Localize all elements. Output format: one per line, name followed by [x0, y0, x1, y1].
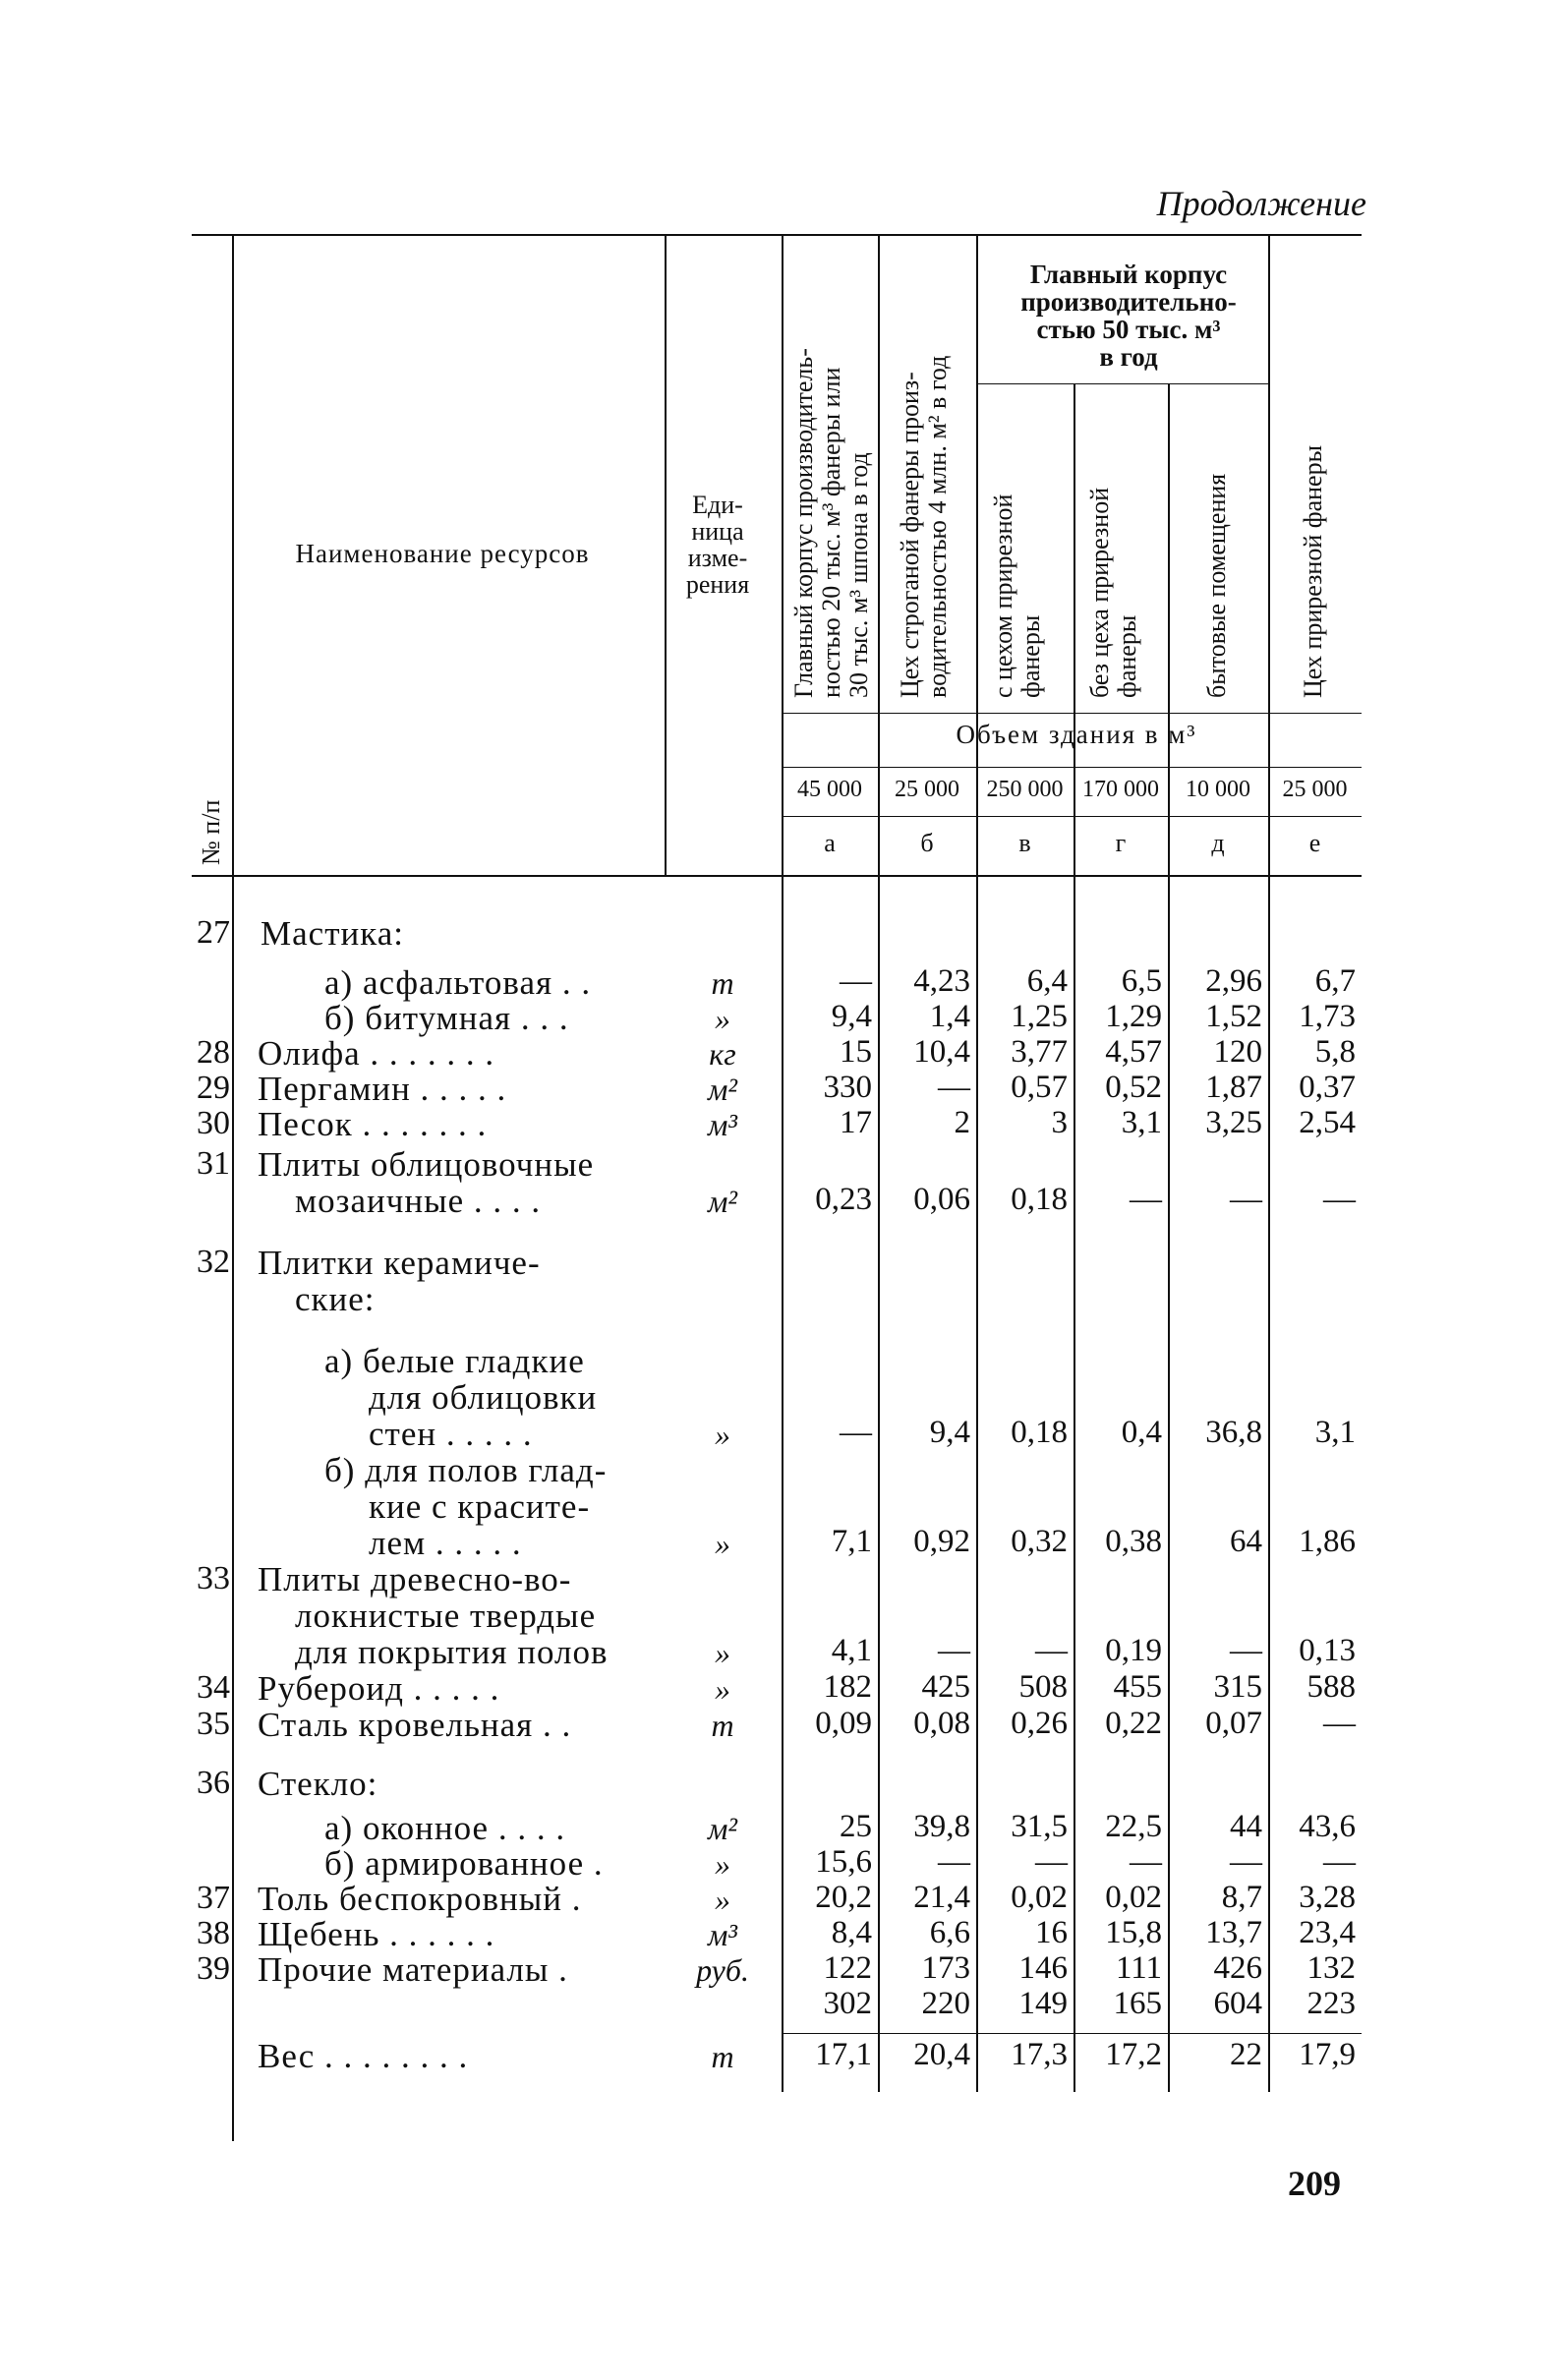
unit-cell: т	[711, 965, 734, 1001]
value-cell: 426	[1213, 1950, 1262, 1986]
row-number: 30	[197, 1105, 230, 1141]
value-cell: 0,4	[1121, 1415, 1162, 1450]
value-cell: 9,4	[929, 1415, 970, 1450]
value-cell: 220	[921, 1986, 970, 2021]
resource-name: для покрытия полов	[295, 1633, 609, 1671]
value-cell: 31,5	[1011, 1809, 1068, 1844]
column-letter: в	[1018, 829, 1031, 857]
volume-value: 45 000	[797, 777, 862, 802]
value-cell: 1,86	[1299, 1524, 1356, 1559]
value-cell: 1,29	[1105, 999, 1162, 1034]
value-cell: 4,1	[831, 1633, 872, 1668]
value-cell: 9,4	[831, 999, 872, 1034]
value-cell: 1,87	[1205, 1070, 1262, 1105]
col-rule-np	[232, 234, 234, 2141]
column-header-unit: Еди- ница изме- рения	[685, 491, 750, 599]
page-number: 209	[1288, 2164, 1341, 2203]
value-cell: 0,19	[1105, 1633, 1162, 1668]
value-cell: 3,77	[1011, 1034, 1068, 1070]
value-cell: 23,4	[1299, 1915, 1356, 1950]
value-cell: 0,37	[1299, 1070, 1356, 1105]
value-cell: 0,32	[1011, 1524, 1068, 1559]
value-cell: 3,25	[1205, 1105, 1262, 1140]
value-cell: 0,07	[1205, 1706, 1262, 1741]
value-cell: 21,4	[913, 1880, 970, 1915]
col-rule-name	[665, 234, 667, 875]
value-cell: 20,2	[815, 1880, 872, 1915]
value-cell: 44	[1230, 1809, 1262, 1844]
resource-name: Толь беспокровный .	[258, 1880, 582, 1918]
value-cell: 3	[1051, 1105, 1068, 1140]
top-rule	[192, 234, 1362, 236]
resource-name: а) белые гладкие	[324, 1342, 585, 1380]
column-letter: а	[824, 829, 836, 857]
value-cell: 43,6	[1299, 1809, 1356, 1844]
row-number: 35	[197, 1706, 230, 1742]
unit-cell: »	[715, 1635, 730, 1670]
column-letter: д	[1211, 829, 1225, 857]
group-rule	[978, 383, 1268, 384]
value-cell: 111	[1115, 1950, 1162, 1986]
value-cell: —	[938, 1070, 970, 1105]
value-cell: 0,22	[1105, 1706, 1162, 1741]
row-number: 39	[197, 1950, 230, 1987]
unit-cell: м³	[707, 1917, 737, 1952]
value-cell: 588	[1306, 1669, 1356, 1705]
value-cell: 36,8	[1205, 1415, 1262, 1450]
value-cell: 120	[1213, 1034, 1262, 1070]
value-cell: 4,57	[1105, 1034, 1162, 1070]
resource-name: кие с красите-	[369, 1487, 591, 1526]
column-header-v: с цехом прирезной фанеры	[989, 493, 1045, 698]
col-rule-a	[878, 234, 880, 2092]
row-number: 36	[197, 1765, 230, 1801]
value-cell: 6,6	[929, 1915, 970, 1950]
value-cell: 22	[1230, 2037, 1262, 2072]
value-cell: 1,52	[1205, 999, 1262, 1034]
value-cell: 455	[1113, 1669, 1162, 1705]
value-cell: 0,08	[913, 1706, 970, 1741]
value-cell: 17,3	[1011, 2037, 1068, 2072]
value-cell: 22,5	[1105, 1809, 1162, 1844]
col-rule-unit	[782, 234, 784, 2092]
value-cell: 3,28	[1299, 1880, 1356, 1915]
column-header-b: Цех строганой фанеры произ- водительностью 4 млн. м² в год	[896, 355, 952, 698]
value-cell: 330	[823, 1070, 872, 1105]
value-cell: 1,25	[1011, 999, 1068, 1034]
value-cell: 0,57	[1011, 1070, 1068, 1105]
col-rule-v	[1074, 383, 1075, 2092]
unit-cell: »	[715, 1417, 730, 1452]
continuation-label: Продолжение	[1156, 184, 1366, 223]
value-cell: 13,7	[1205, 1915, 1262, 1950]
column-letter: б	[920, 829, 934, 857]
unit-cell: м²	[707, 1184, 737, 1219]
value-cell: —	[1323, 1182, 1356, 1217]
value-cell: 6,4	[1026, 963, 1068, 999]
value-cell: 0,38	[1105, 1524, 1162, 1559]
value-cell: 8,4	[831, 1915, 872, 1950]
value-cell: 0,18	[1011, 1415, 1068, 1450]
value-cell: —	[1130, 1182, 1162, 1217]
value-cell: 149	[1018, 1986, 1068, 2021]
column-header-np: № п/п	[197, 799, 225, 865]
row-number: 27	[197, 914, 230, 951]
resource-name: Плиты облицовочные	[258, 1145, 595, 1184]
row-number: 34	[197, 1669, 230, 1706]
unit-cell: т	[711, 2039, 734, 2074]
value-cell: —	[1035, 1633, 1068, 1668]
value-cell: —	[1323, 1706, 1356, 1741]
value-cell: —	[938, 1633, 970, 1668]
value-cell: 165	[1113, 1986, 1162, 2021]
unit-cell: »	[715, 1671, 730, 1707]
letters-rule	[782, 816, 1362, 817]
value-cell: 0,02	[1105, 1880, 1162, 1915]
value-cell: 146	[1018, 1950, 1068, 1986]
value-cell: 0,18	[1011, 1182, 1068, 1217]
column-header-a: Главный корпус производитель- ностью 20 тыс. м³ фанеры или 30 тыс. м³ шпона в год	[789, 348, 873, 698]
volume-value: 170 000	[1082, 777, 1159, 802]
value-cell: 0,23	[815, 1182, 872, 1217]
value-cell: —	[1230, 1844, 1262, 1880]
value-cell: —	[1230, 1633, 1262, 1668]
unit-cell: кг	[709, 1036, 736, 1072]
value-cell: 604	[1213, 1986, 1262, 2021]
resource-name: а) асфальтовая . .	[324, 963, 592, 1002]
column-header-e: Цех прирезной фанеры	[1299, 444, 1327, 698]
value-cell: 15,8	[1105, 1915, 1162, 1950]
value-cell: 3,1	[1314, 1415, 1356, 1450]
value-cell: 17,2	[1105, 2037, 1162, 2072]
resource-name: б) для полов глад-	[324, 1451, 608, 1489]
volume-values-rule	[782, 767, 1362, 768]
volume-value: 250 000	[986, 777, 1064, 802]
column-header-d: бытовые помещения	[1202, 473, 1231, 698]
value-cell: 2	[954, 1105, 970, 1140]
col-rule-g	[1168, 383, 1170, 2092]
volume-value: 10 000	[1186, 777, 1250, 802]
value-cell: 0,06	[913, 1182, 970, 1217]
resource-name: б) армированное .	[324, 1844, 604, 1883]
value-cell: —	[840, 963, 872, 999]
unit-cell: т	[711, 1708, 734, 1743]
row-number: 32	[197, 1244, 230, 1280]
value-cell: 0,26	[1011, 1706, 1068, 1741]
value-cell: 25	[840, 1809, 872, 1844]
unit-cell: »	[715, 1882, 730, 1917]
value-cell: —	[840, 1415, 872, 1450]
resource-name: лем . . . . .	[369, 1524, 522, 1562]
value-cell: 173	[921, 1950, 970, 1986]
value-cell: 0,09	[815, 1706, 872, 1741]
value-cell: —	[1130, 1844, 1162, 1880]
resource-name: мозаичные . . . .	[295, 1182, 542, 1220]
value-cell: 10,4	[913, 1034, 970, 1070]
value-cell: 17	[840, 1105, 872, 1140]
column-letter: г	[1115, 829, 1127, 857]
resource-name: локнистые твердые	[295, 1596, 597, 1635]
value-cell: 16	[1035, 1915, 1068, 1950]
resource-name: Песок . . . . . . .	[258, 1105, 488, 1143]
value-cell: —	[1323, 1844, 1356, 1880]
resource-name: Пергамин . . . . .	[258, 1070, 507, 1108]
value-cell: 15,6	[815, 1844, 872, 1880]
resource-name: Плитки керамиче-	[258, 1244, 541, 1282]
col-rule-b	[976, 234, 978, 2092]
row-number: 31	[197, 1145, 230, 1182]
resource-name: Олифа . . . . . . .	[258, 1034, 495, 1073]
value-cell: 6,7	[1314, 963, 1356, 999]
unit-cell: руб.	[696, 1952, 749, 1988]
value-cell: 3,1	[1121, 1105, 1162, 1140]
resource-name: стен . . . . .	[369, 1415, 533, 1453]
resource-name: для облицовки	[369, 1378, 598, 1417]
value-cell: 223	[1306, 1986, 1356, 2021]
resource-name: Рубероид . . . . .	[258, 1669, 500, 1708]
volume-value: 25 000	[895, 777, 959, 802]
value-cell: 302	[823, 1986, 872, 2021]
resource-name: Сталь кровельная . .	[258, 1706, 572, 1744]
column-header-g: без цеха прирезной фанеры	[1085, 487, 1141, 698]
row-number: 29	[197, 1070, 230, 1106]
unit-cell: »	[715, 1846, 730, 1882]
value-cell: 425	[921, 1669, 970, 1705]
row-number: 37	[197, 1880, 230, 1916]
resource-name: Вес . . . . . . . .	[258, 2037, 469, 2075]
resource-name: Мастика:	[261, 914, 404, 953]
value-cell: 20,4	[913, 2037, 970, 2072]
column-letter: е	[1308, 829, 1321, 857]
value-cell: 17,9	[1299, 2037, 1356, 2072]
unit-cell: »	[715, 1526, 730, 1561]
value-cell: 8,7	[1221, 1880, 1262, 1915]
value-cell: 1,4	[929, 999, 970, 1034]
unit-cell: »	[715, 1001, 730, 1036]
resource-name: а) оконное . . . .	[324, 1809, 566, 1847]
value-cell: 2,96	[1205, 963, 1262, 999]
value-cell: 7,1	[831, 1524, 872, 1559]
value-cell: —	[938, 1844, 970, 1880]
value-cell: 0,52	[1105, 1070, 1162, 1105]
col-rule-d	[1268, 234, 1270, 2092]
value-cell: 5,8	[1314, 1034, 1356, 1070]
row-number: 33	[197, 1560, 230, 1596]
column-header-name: Наименование ресурсов	[295, 539, 590, 568]
value-cell: 0,02	[1011, 1880, 1068, 1915]
value-cell: 39,8	[913, 1809, 970, 1844]
resource-name: б) битумная . . .	[324, 999, 569, 1037]
value-cell: 17,1	[815, 2037, 872, 2072]
value-cell: 0,92	[913, 1524, 970, 1559]
unit-cell: м³	[707, 1107, 737, 1142]
unit-cell: м²	[707, 1072, 737, 1107]
value-cell: —	[1230, 1182, 1262, 1217]
resource-name: Щебень . . . . . .	[258, 1915, 495, 1953]
resource-name: Плиты древесно-во-	[258, 1560, 572, 1598]
unit-cell: м²	[707, 1811, 737, 1846]
resource-name: Стекло:	[258, 1765, 378, 1803]
value-cell: 2,54	[1299, 1105, 1356, 1140]
value-cell: 182	[823, 1669, 872, 1705]
value-cell: —	[1035, 1844, 1068, 1880]
value-cell: 315	[1213, 1669, 1262, 1705]
row-number: 28	[197, 1034, 230, 1071]
value-cell: 6,5	[1121, 963, 1162, 999]
value-cell: 0,13	[1299, 1633, 1356, 1668]
volume-value: 25 000	[1282, 777, 1348, 802]
group-header-main-building: Главный корпус производительно- стью 50 тыс. м³ в год	[1020, 260, 1237, 372]
value-cell: 64	[1230, 1524, 1262, 1559]
value-cell: 122	[823, 1950, 872, 1986]
value-cell: 4,23	[913, 963, 970, 999]
value-cell: 508	[1018, 1669, 1068, 1705]
value-cell: 1,73	[1299, 999, 1356, 1034]
header-bottom-rule	[192, 875, 1362, 877]
value-cell: 132	[1306, 1950, 1356, 1986]
resource-name: ские:	[295, 1280, 376, 1318]
volume-label-rule	[782, 713, 1362, 714]
row-number: 38	[197, 1915, 230, 1951]
total-rule	[782, 2033, 1362, 2034]
resource-name: Прочие материалы .	[258, 1950, 568, 1989]
volume-label: Объем здания в м³	[956, 720, 1197, 749]
value-cell: 15	[840, 1034, 872, 1070]
